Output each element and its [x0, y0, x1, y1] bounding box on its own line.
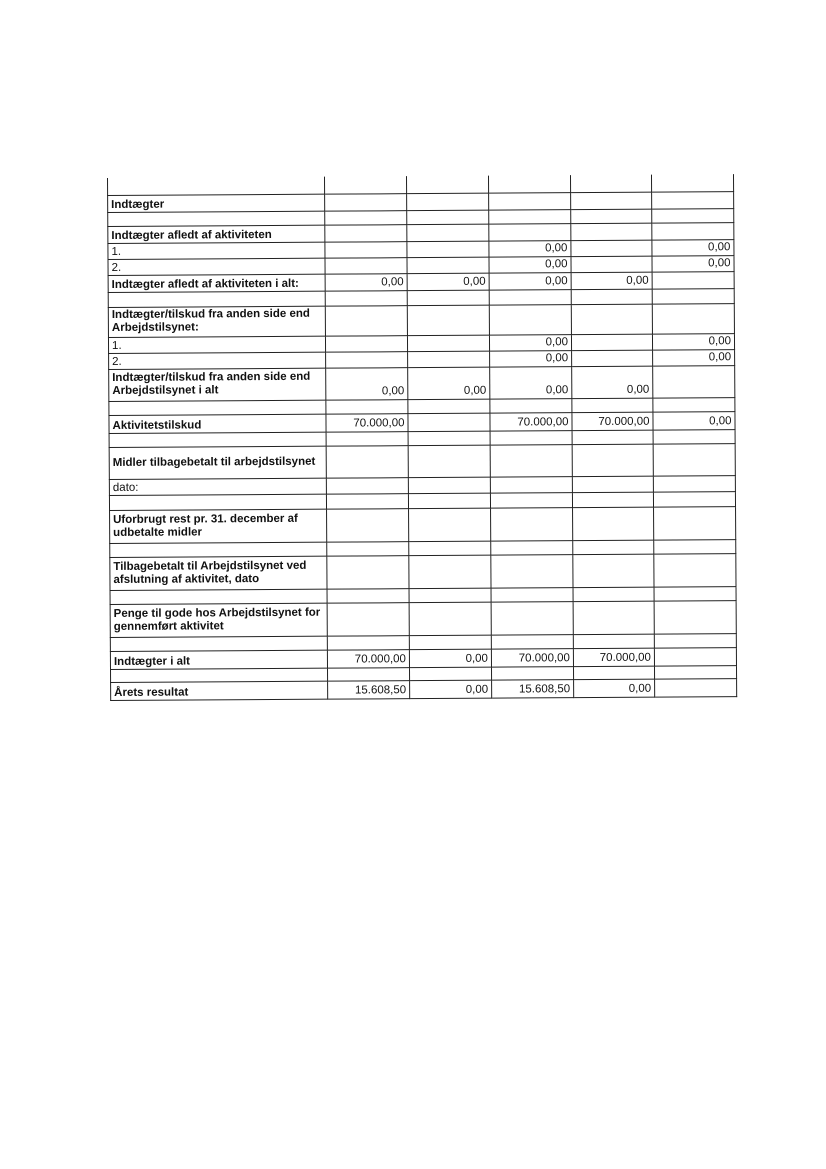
value-cell: [489, 223, 571, 241]
value-cell: [407, 290, 489, 306]
row-label: Indtægter: [108, 194, 325, 212]
budget-sheet: [107, 174, 737, 700]
value-cell: 70.000,00: [573, 648, 654, 666]
value-cell: [324, 176, 406, 194]
row-label: Uforbrugt rest pr. 31. december af udbetalte midler: [110, 509, 327, 543]
value-cell: [326, 445, 408, 478]
value-cell: [653, 443, 735, 476]
revenue-table: [107, 174, 737, 700]
value-cell: [571, 209, 652, 223]
value-cell: [326, 493, 408, 509]
value-cell: [652, 191, 734, 209]
value-cell: [325, 257, 407, 274]
value-cell: [652, 303, 734, 334]
value-cell: [326, 399, 408, 414]
value-cell: [327, 635, 409, 650]
value-cell: 0,00: [652, 255, 734, 272]
value-cell: [326, 431, 408, 446]
table-row: [111, 678, 737, 700]
value-cell: [408, 445, 490, 478]
value-cell: [651, 174, 733, 192]
value-cell: [573, 601, 654, 634]
row-label: [109, 400, 326, 415]
value-cell: [654, 506, 736, 540]
value-cell: [409, 508, 491, 542]
value-cell: [572, 398, 653, 412]
value-cell: [491, 587, 573, 602]
value-cell: [573, 634, 654, 648]
value-cell: 0,00: [571, 272, 652, 289]
row-label: dato:: [109, 478, 326, 495]
value-cell: 0,00: [652, 333, 734, 350]
value-cell: 0,00: [409, 649, 491, 668]
value-cell: [408, 477, 490, 494]
value-cell: [407, 210, 489, 225]
value-cell: [652, 208, 734, 223]
value-cell: [489, 209, 571, 224]
row-label: [110, 636, 327, 651]
value-cell: 0,00: [489, 334, 571, 351]
row-label: Indtægter i alt: [110, 650, 327, 669]
value-cell: [654, 665, 736, 679]
row-label: Årets resultat: [111, 681, 328, 700]
row-label: 1.: [108, 242, 325, 259]
value-cell: [325, 335, 407, 352]
table-row: [109, 365, 735, 401]
value-cell: [571, 256, 652, 272]
value-cell: [573, 540, 654, 554]
value-cell: [572, 350, 653, 366]
value-cell: [407, 257, 489, 274]
value-cell: [327, 508, 409, 542]
value-cell: [326, 477, 408, 494]
value-cell: [654, 647, 736, 666]
value-cell: [409, 602, 491, 636]
value-cell: [407, 193, 489, 211]
value-cell: [571, 289, 652, 304]
value-cell: 0,00: [653, 411, 735, 430]
value-cell: 70.000,00: [326, 413, 408, 432]
value-cell: [409, 635, 491, 650]
value-cell: [571, 223, 652, 240]
row-label: 2.: [109, 352, 326, 369]
value-cell: [490, 430, 572, 445]
value-cell: [491, 507, 573, 541]
value-cell: [327, 555, 409, 589]
value-cell: [327, 667, 409, 681]
value-cell: [573, 666, 654, 679]
value-cell: 0,00: [490, 366, 572, 399]
value-cell: [491, 554, 573, 588]
table-row: [109, 443, 735, 479]
value-cell: 0,00: [410, 680, 492, 699]
value-cell: [409, 588, 491, 603]
value-cell: [654, 586, 736, 601]
value-cell: [408, 413, 490, 432]
value-cell: [654, 539, 736, 554]
table-row: [110, 553, 736, 590]
value-cell: [655, 678, 737, 697]
value-cell: 0,00: [325, 273, 407, 291]
value-cell: [652, 271, 734, 289]
table-row: [110, 506, 736, 543]
value-cell: [571, 304, 652, 334]
row-label: [109, 494, 326, 510]
row-label: [108, 291, 325, 307]
value-cell: [572, 430, 653, 444]
value-cell: [653, 475, 735, 492]
value-cell: [654, 600, 736, 634]
value-cell: [327, 541, 409, 556]
value-cell: [653, 491, 735, 507]
value-cell: 0,00: [407, 273, 489, 291]
value-cell: [408, 351, 490, 368]
row-label: Midler tilbagebetalt til arbejdstilsynet: [109, 446, 326, 479]
value-cell: 0,00: [489, 272, 571, 290]
value-cell: 70.000,00: [490, 412, 572, 431]
value-cell: [573, 587, 654, 601]
value-cell: [325, 241, 407, 258]
value-cell: [409, 541, 491, 556]
value-cell: [407, 241, 489, 258]
value-cell: [490, 398, 572, 413]
row-label: Indtægter/tilskud fra anden side end Arbejdstilsynet:: [108, 306, 325, 337]
row-label: [110, 668, 327, 682]
value-cell: [325, 305, 407, 336]
value-cell: 0,00: [574, 679, 655, 697]
value-cell: [570, 175, 651, 192]
value-cell: 70.000,00: [327, 649, 409, 668]
value-cell: [327, 588, 409, 603]
value-cell: [654, 633, 736, 648]
value-cell: 15.608,50: [492, 679, 574, 698]
value-cell: [653, 429, 735, 444]
row-label: Indtægter afledt af aktiviteten: [108, 225, 325, 243]
value-cell: [489, 192, 571, 210]
value-cell: 15.608,50: [328, 680, 410, 699]
value-cell: [327, 602, 409, 636]
value-cell: [325, 193, 407, 211]
row-label: [107, 177, 324, 195]
row-label: Indtægter afledt af aktiviteten i alt:: [108, 274, 325, 292]
value-cell: 0,00: [408, 367, 490, 400]
value-cell: 0,00: [652, 239, 734, 256]
value-cell: [489, 289, 571, 305]
value-cell: [406, 176, 488, 194]
row-label: 1.: [108, 336, 325, 353]
value-cell: [325, 224, 407, 242]
value-cell: [409, 555, 491, 589]
value-cell: [408, 493, 490, 509]
value-cell: [652, 222, 734, 240]
value-cell: 0,00: [653, 349, 735, 366]
value-cell: [408, 431, 490, 446]
value-cell: 0,00: [326, 367, 408, 400]
value-cell: [654, 553, 736, 587]
value-cell: [653, 397, 735, 412]
value-cell: [571, 240, 652, 256]
value-cell: [571, 334, 652, 350]
value-cell: [573, 507, 654, 540]
value-cell: 70.000,00: [491, 648, 573, 667]
value-cell: [407, 224, 489, 242]
value-cell: [490, 444, 572, 477]
row-label: [108, 211, 325, 226]
value-cell: [572, 476, 653, 492]
value-cell: [326, 351, 408, 368]
value-cell: [489, 304, 571, 335]
value-cell: [490, 476, 572, 493]
row-label: [110, 589, 327, 604]
value-cell: 0,00: [490, 350, 572, 367]
row-label: Aktivitetstilskud: [109, 414, 326, 433]
row-label: Penge til gode hos Arbejdstilsynet for gennemført aktivitet: [110, 603, 327, 637]
row-label: Tilbagebetalt til Arbejdstilsynet ved afslutning af aktivitet, dato: [110, 556, 327, 590]
value-cell: [325, 290, 407, 306]
value-cell: [491, 634, 573, 649]
row-label: [109, 432, 326, 447]
row-label: Indtægter/tilskud fra anden side end Arbejdstilsynet i alt: [109, 368, 326, 401]
value-cell: [491, 666, 573, 680]
value-cell: 0,00: [572, 366, 653, 398]
value-cell: 0,00: [489, 256, 571, 273]
table-row: [108, 303, 734, 337]
value-cell: [653, 365, 735, 398]
value-cell: [572, 444, 653, 476]
value-cell: [490, 492, 572, 508]
value-cell: [491, 601, 573, 635]
row-label: [110, 542, 327, 557]
value-cell: [573, 554, 654, 587]
row-label: 2.: [108, 258, 325, 275]
value-cell: 70.000,00: [572, 412, 653, 430]
value-cell: [408, 399, 490, 414]
table-row: [110, 600, 736, 637]
value-cell: [325, 210, 407, 225]
value-cell: [572, 492, 653, 507]
value-cell: [407, 335, 489, 352]
value-cell: [571, 192, 652, 209]
value-cell: [491, 540, 573, 555]
value-cell: [409, 667, 491, 681]
value-cell: 0,00: [489, 240, 571, 257]
value-cell: [488, 175, 570, 193]
value-cell: [407, 305, 489, 336]
value-cell: [652, 288, 734, 304]
